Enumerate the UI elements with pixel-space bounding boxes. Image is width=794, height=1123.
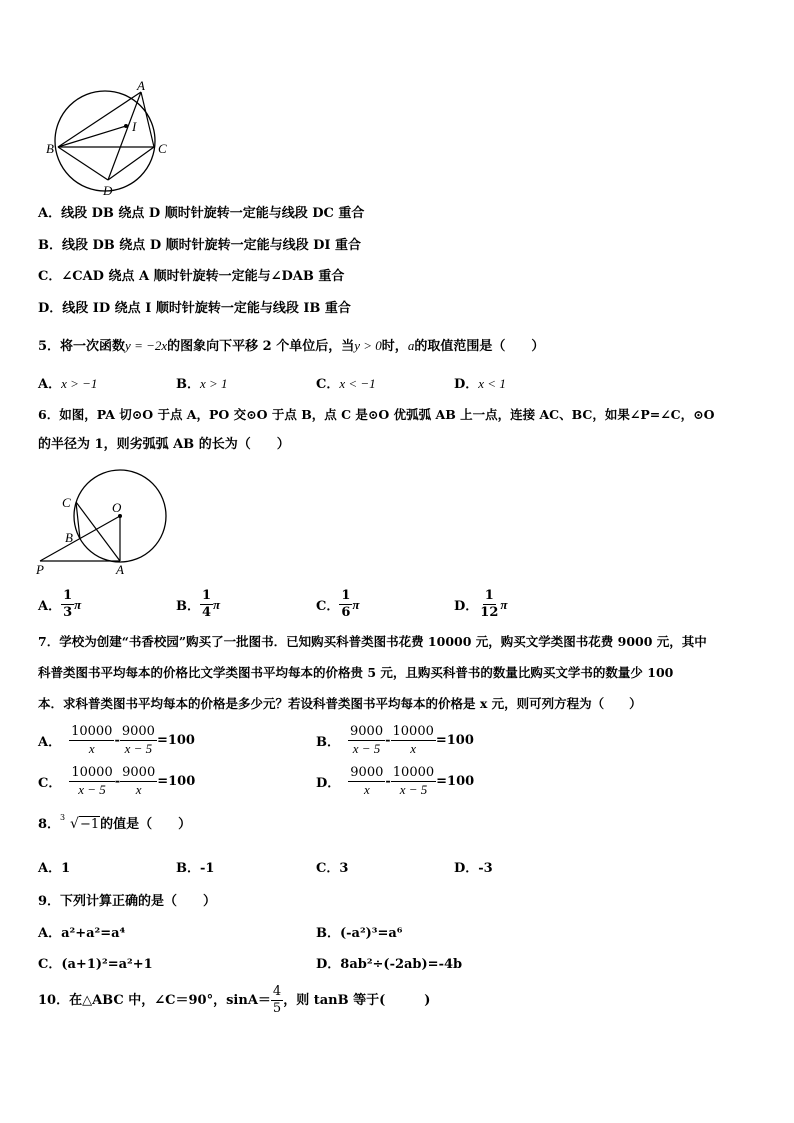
figure-tangent-circle	[34, 464, 174, 578]
segment-dc	[108, 147, 154, 180]
q7-stem-line3: 本．求科普类图书平均每本的价格是多少元？若设科普类图书平均每本的价格是 x 元，则可列方程为（ ）	[38, 696, 642, 711]
q6-stem-line1: 6．如图，PA 切⊙O 于点 A，PO 交⊙O 于点 B，点 C 是⊙O 优弧弧 AB 上一点，连接 AC、BC，如果∠P=∠C，⊙O	[38, 407, 715, 422]
segment-ac	[141, 92, 154, 147]
q7-option-c: C． $\frac{10000}{x - 5}$ - $\frac{9000}{x}$ =100	[38, 765, 196, 797]
q6-option-a: A． $\frac{1}{3}$ π	[38, 588, 82, 620]
label-d: D	[103, 183, 113, 198]
segment-bd	[58, 147, 108, 180]
figure-circle-abcd	[40, 78, 180, 198]
q7-stem-line1: 7．学校为创建“书香校园”购买了一批图书．已知购买科普类图书花费 10000 元，购买文学类图书花费 9000 元，其中	[38, 634, 707, 649]
q8-option-d: D．-3	[454, 861, 493, 876]
segment-ad	[108, 92, 141, 180]
q9-stem: 9．下列计算正确的是（ ）	[38, 894, 217, 909]
q9-option-a: A．a²+a²=a⁴	[38, 926, 126, 941]
q5-option-b: B．x > 1	[176, 376, 228, 392]
q8-option-a: A．1	[38, 861, 71, 876]
q4-option-a: A．线段 DB 绕点 D 顺时针旋转一定能与线段 DC 重合	[38, 206, 365, 221]
segment-ba	[58, 92, 141, 147]
label-a: A	[137, 78, 145, 93]
q9-option-b: B．(-a²)³=a⁶	[316, 926, 403, 941]
q8-option-b: B．-1	[176, 861, 215, 876]
label-i: I	[132, 119, 137, 134]
q5-suffix: 的取值范围是（ ）	[414, 339, 545, 354]
q5-variable: a	[407, 338, 415, 353]
label-b: B	[46, 141, 54, 156]
q5-option-d: D．x < 1	[454, 376, 506, 392]
q5-option-c: C．x < −1	[316, 376, 376, 392]
q5-condition: y > 0	[354, 338, 382, 353]
q5-prefix: 5．将一次函数	[38, 339, 126, 354]
q10-prefix: 10．在△ABC 中，∠C＝90°，sinA＝	[38, 992, 271, 1008]
label-c: C	[62, 495, 71, 510]
label-p: P	[36, 562, 44, 577]
q4-option-c: C．∠CAD 绕点 A 顺时针旋转一定能与∠DAB 重合	[38, 269, 345, 284]
q5-function: y = −2x	[125, 338, 168, 353]
q5-option-a: A．x > −1	[38, 376, 98, 392]
q10-stem	[38, 984, 430, 1017]
q7-option-d: D． $\frac{9000}{x}$ - $\frac{10000}{x - 5}$ =100	[316, 765, 475, 797]
label-b: B	[65, 530, 73, 545]
label-o: O	[112, 500, 122, 515]
q8-suffix: 的值是（ ）	[100, 816, 192, 832]
q8-option-c: C．3	[316, 861, 349, 876]
q10-fraction: $\frac{4}{5}$	[272, 984, 282, 1016]
q5-mid: 的图象向下平移 2 个单位后，当	[167, 339, 355, 354]
q5-mid2: 时，	[381, 339, 408, 354]
q4-option-d: D．线段 ID 绕点 I 顺时针旋转一定能与线段 IB 重合	[38, 301, 351, 316]
segment-bi	[58, 126, 126, 147]
q10-suffix: ，则 tanB 等于( )	[283, 992, 431, 1008]
point-i	[124, 124, 128, 128]
q4-option-b: B．线段 DB 绕点 D 顺时针旋转一定能与线段 DI 重合	[38, 238, 362, 253]
q6-option-b: B． $\frac{1}{4}$ π	[176, 588, 221, 620]
q9-option-c: C．(a+1)²=a²+1	[38, 957, 153, 972]
circle	[55, 91, 155, 191]
q6-option-d: D． $\frac{1}{12}$ π	[454, 588, 508, 620]
q8-stem	[38, 815, 191, 834]
q7-stem-line2: 科普类图书平均每本的价格比文学类图书平均每本的价格贵 5 元，且购买科普书的数量比购买文学书的数量少 100	[38, 665, 674, 680]
q6-stem-line2: 的半径为 1，则劣弧弧 AB 的长为（ ）	[38, 437, 290, 452]
cube-root: 3 √−1	[60, 813, 100, 832]
q7-option-a: A． $\frac{10000}{x}$ - $\frac{9000}{x - 5}$ =100	[38, 724, 195, 756]
label-c: C	[158, 141, 167, 156]
label-a: A	[116, 562, 124, 577]
q5-stem	[38, 337, 544, 356]
q9-option-d: D．8ab²÷(-2ab)=-4b	[316, 957, 463, 972]
q7-option-b: B． $\frac{9000}{x - 5}$ - $\frac{10000}{x}$ =100	[316, 724, 474, 756]
q6-option-c: C． $\frac{1}{6}$ π	[316, 588, 360, 620]
q8-number: 8．	[38, 816, 61, 832]
